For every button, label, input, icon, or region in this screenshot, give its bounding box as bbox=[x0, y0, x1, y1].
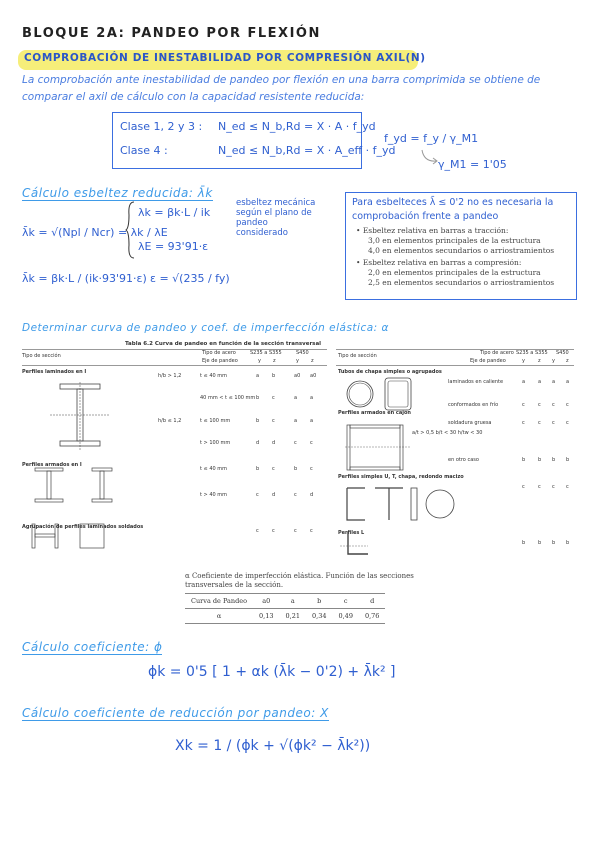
row-group-label: Perfiles simples U, T, chapa, redondo macizo bbox=[338, 474, 464, 480]
gamma-m1: γ_M1 = 1'05 bbox=[438, 158, 507, 171]
heading-phi: Cálculo coeficiente: ϕ bbox=[22, 640, 163, 654]
curve-cell: d bbox=[272, 440, 276, 446]
row-group-label: Perfiles laminados en I bbox=[22, 369, 87, 375]
axis-y: y bbox=[296, 358, 299, 364]
curve-cell: b bbox=[294, 466, 298, 472]
heading-curva: Determinar curva de pandeo y coef. de imperfección elástica: α bbox=[22, 322, 389, 334]
curve-cell: c bbox=[272, 395, 275, 401]
heading-chi: Cálculo coeficiente de reducción por pandeo: X bbox=[22, 706, 329, 720]
curve-cell: c bbox=[552, 420, 555, 426]
alpha-value-cell: 0,21 bbox=[280, 609, 306, 624]
col-s450: S450 bbox=[296, 350, 309, 356]
alpha-value-cell: 0,76 bbox=[359, 609, 385, 624]
col-eje: Eje de pandeo bbox=[202, 358, 238, 364]
axis-y: y bbox=[552, 358, 555, 364]
alpha-caption: α Coeficiente de imperfección elástica. Función de las secciones transversales de la sección. bbox=[185, 572, 414, 589]
col-s450-right: S450 bbox=[556, 350, 569, 356]
curve-cell: c bbox=[538, 420, 541, 426]
clase-4-label: Clase 4 : bbox=[120, 144, 168, 157]
lambda-k-formula: λk = βk·L / ik bbox=[138, 206, 211, 219]
curve-cell: c bbox=[272, 418, 275, 424]
alpha-header-cell: d bbox=[359, 594, 385, 609]
curve-cell: c bbox=[272, 466, 275, 472]
page-title: BLOQUE 2A: PANDEO POR FLEXIÓN bbox=[22, 26, 321, 41]
lambda-k-note: esbeltez mecánica según el plano de pandeo considerado bbox=[236, 198, 316, 238]
chi-formula: Xk = 1 / (ϕk + √(ϕk² − λ̄k²)) bbox=[175, 738, 371, 754]
row-subcondition: t > 100 mm bbox=[200, 440, 231, 446]
curve-cell: c bbox=[310, 528, 313, 534]
axis-y: y bbox=[258, 358, 261, 364]
curve-cell: c bbox=[256, 528, 259, 534]
curve-cell: c bbox=[294, 440, 297, 446]
curve-cell: b bbox=[566, 540, 570, 546]
curve-cell: a0 bbox=[294, 373, 301, 379]
note-bullet-1a: 3,0 en elementos principales de la estructura bbox=[368, 236, 541, 245]
angle-profile-diagram bbox=[340, 530, 370, 560]
alpha-value-cell: 0,13 bbox=[253, 609, 279, 624]
curve-cell: d bbox=[310, 492, 314, 498]
curve-cell: a bbox=[310, 418, 314, 424]
grouped-profiles-diagram bbox=[30, 522, 110, 552]
clase-123-formula: N_ed ≤ N_b,Rd = X · A · f_yd bbox=[218, 120, 376, 133]
table-rule bbox=[22, 365, 327, 366]
col-acero: Tipo de acero bbox=[202, 350, 236, 356]
row-subcondition: t ≤ 40 mm bbox=[200, 373, 228, 379]
axis-z: z bbox=[273, 358, 276, 364]
curve-cell: a bbox=[294, 395, 298, 401]
note-bullet-1: • Esbeltez relativa en barras a tracción: bbox=[356, 226, 509, 235]
alpha-header-cell: c bbox=[332, 594, 358, 609]
i-beam-section-diagram bbox=[50, 382, 110, 452]
row-subcondition: conformados en frío bbox=[448, 402, 499, 408]
curve-cell: c bbox=[566, 484, 569, 490]
curve-cell: d bbox=[256, 440, 260, 446]
curve-cell: c bbox=[566, 402, 569, 408]
curve-cell: b bbox=[256, 466, 260, 472]
curve-cell: a bbox=[310, 395, 314, 401]
epsilon-formula: ε = √(235 / fy) bbox=[150, 272, 230, 285]
curve-cell: c bbox=[310, 440, 313, 446]
col-eje-right: Eje de pandeo bbox=[470, 358, 506, 364]
curve-cell: a bbox=[522, 379, 526, 385]
curve-cell: c bbox=[522, 484, 525, 490]
curve-cell: b bbox=[566, 457, 570, 463]
curve-cell: b bbox=[538, 457, 542, 463]
curve-cell: b bbox=[538, 540, 542, 546]
curve-cell: b bbox=[552, 540, 556, 546]
esbeltez-formula-1: λ̄k = √(Npl / Ncr) = λk / λE bbox=[22, 226, 168, 239]
row-subcondition: t ≤ 100 mm bbox=[200, 418, 231, 424]
alpha-value-cell: 0,34 bbox=[306, 609, 332, 624]
curve-cell: a bbox=[256, 373, 260, 379]
esbeltez-formula-2: λ̄k = βk·L / (ik·93'91·ε) bbox=[22, 272, 147, 285]
curve-cell: b bbox=[272, 373, 276, 379]
table-title: Tabla 6.2 Curva de pandeo en función de la sección transversal bbox=[125, 341, 322, 347]
curve-cell: c bbox=[272, 528, 275, 534]
axis-z: z bbox=[311, 358, 314, 364]
heading-esbeltez: Cálculo esbeltez reducida: λ̄k bbox=[22, 186, 213, 200]
curve-cell: c bbox=[294, 528, 297, 534]
axis-z: z bbox=[538, 358, 541, 364]
fyd-formula: f_yd = f_y / γ_M1 bbox=[384, 132, 479, 145]
alpha-header-cell: a0 bbox=[253, 594, 279, 609]
row-group-label: Agrupación de perfiles laminados soldados bbox=[22, 524, 144, 530]
curve-cell: d bbox=[272, 492, 276, 498]
note-title: Para esbelteces λ̄ ≤ 0'2 no es necesaria la comprobación frente a pandeo bbox=[352, 197, 554, 222]
lambda-e-formula: λE = 93'91·ε bbox=[138, 240, 209, 253]
note-bullet-2a: 2,0 en elementos principales de la estructura bbox=[368, 268, 541, 277]
curve-cell: c bbox=[256, 492, 259, 498]
alpha-header-cell: a bbox=[280, 594, 306, 609]
row-subcondition: t > 40 mm bbox=[200, 492, 228, 498]
row-subcondition: 40 mm < t ≤ 100 mm bbox=[200, 395, 256, 401]
table-rule bbox=[336, 365, 574, 366]
curve-cell: c bbox=[552, 484, 555, 490]
weld-condition-note: a/t > 0,5 b/t < 30 h/tw < 30 bbox=[412, 430, 483, 436]
curve-cell: c bbox=[294, 492, 297, 498]
curve-cell: a bbox=[294, 418, 298, 424]
row-subcondition: laminados en caliente bbox=[448, 379, 504, 385]
row-group-label: Perfiles armados en I bbox=[22, 462, 82, 468]
note-bullet-1b: 4,0 en elementos secundarios o arriostramientos bbox=[368, 246, 555, 255]
curve-cell: c bbox=[538, 402, 541, 408]
phi-formula: ϕk = 0'5 [ 1 + αk (λ̄k − 0'2) + λ̄k² ] bbox=[148, 664, 396, 680]
curve-cell: a bbox=[566, 379, 570, 385]
tube-sections-diagram bbox=[345, 374, 415, 414]
simple-profiles-diagram bbox=[345, 486, 475, 526]
curve-cell: b bbox=[552, 457, 556, 463]
row-subcondition: t ≤ 40 mm bbox=[200, 466, 228, 472]
curve-cell: b bbox=[522, 457, 526, 463]
row-group-label: Perfiles armados en cajón bbox=[338, 410, 411, 416]
clase-123-label: Clase 1, 2 y 3 : bbox=[120, 120, 203, 133]
col-s235-right: S235 a S355 bbox=[516, 350, 548, 356]
curve-cell: a bbox=[538, 379, 542, 385]
curve-cell: c bbox=[566, 420, 569, 426]
welded-i-section-diagram bbox=[30, 466, 120, 506]
row-subcondition: soldadura gruesa bbox=[448, 420, 492, 426]
arrow-icon bbox=[420, 148, 450, 168]
alpha-value-cell: 0,49 bbox=[332, 609, 358, 624]
alpha-table bbox=[185, 593, 385, 624]
row-subcondition: en otro caso bbox=[448, 457, 479, 463]
curve-cell: c bbox=[522, 420, 525, 426]
col-tipo-right: Tipo de sección bbox=[338, 353, 377, 359]
curve-cell: a bbox=[552, 379, 556, 385]
section-heading-compresion: COMPROBACIÓN DE INESTABILIDAD POR COMPRESIÓN AXIL(N) bbox=[24, 52, 426, 64]
curve-cell: c bbox=[310, 466, 313, 472]
box-section-diagram bbox=[345, 420, 475, 480]
col-acero-right: Tipo de acero bbox=[480, 350, 514, 356]
curve-cell: b bbox=[256, 395, 260, 401]
brace-icon bbox=[126, 200, 136, 260]
alpha-header-cell: b bbox=[306, 594, 332, 609]
curve-cell: c bbox=[552, 402, 555, 408]
curve-cell: b bbox=[256, 418, 260, 424]
col-s235: S235 a S355 bbox=[250, 350, 282, 356]
clase-4-formula: N_ed ≤ N_b,Rd = X · A_eff · f_yd bbox=[218, 144, 396, 157]
note-bullet-2: • Esbeltez relativa en barras a compresión: bbox=[356, 258, 522, 267]
row-group-label: Tubos de chapa simples o agrupados bbox=[338, 369, 442, 375]
row-condition: h/b > 1,2 bbox=[158, 373, 182, 379]
curve-cell: a0 bbox=[310, 373, 317, 379]
curve-cell: c bbox=[522, 402, 525, 408]
note-bullet-2b: 2,5 en elementos secundarios o arriostramientos bbox=[368, 278, 555, 287]
curve-cell: b bbox=[522, 540, 526, 546]
row-condition: h/b ≤ 1,2 bbox=[158, 418, 182, 424]
axis-z: z bbox=[566, 358, 569, 364]
row-group-label: Perfiles L bbox=[338, 530, 365, 536]
curve-cell: c bbox=[538, 484, 541, 490]
alpha-value-cell: α bbox=[185, 609, 253, 624]
alpha-header-cell: Curva de Pandeo bbox=[185, 594, 253, 609]
col-tipo: Tipo de sección bbox=[22, 353, 61, 359]
intro-text: La comprobación ante inestabilidad de pandeo por flexión en una barra comprimida se obtiene de comparar el axil de cálculo con la capacidad resistente reducida: bbox=[22, 74, 541, 103]
axis-y: y bbox=[522, 358, 525, 364]
